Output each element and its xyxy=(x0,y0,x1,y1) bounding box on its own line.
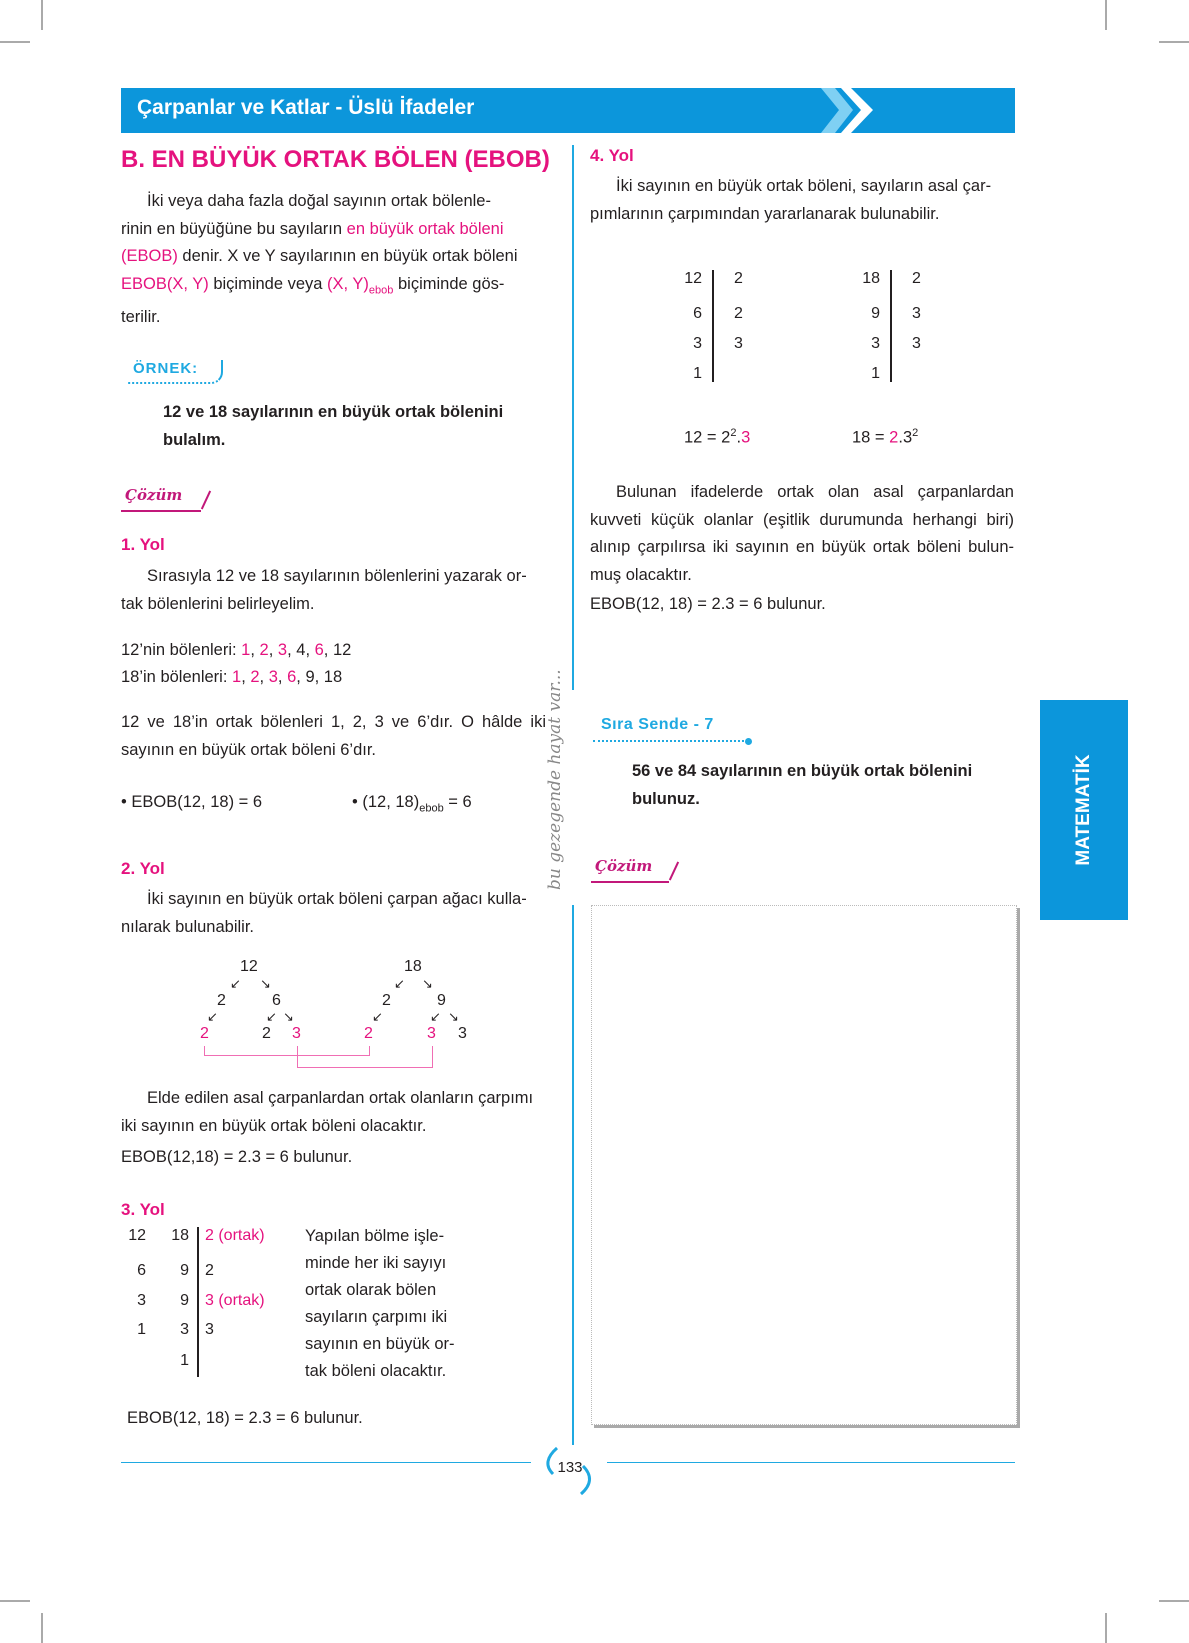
prime-table-18: 18 9 3 1 2 3 3 xyxy=(862,270,921,382)
chapter-title: Çarpanlar ve Katlar - Üslü İfadeler xyxy=(137,96,475,119)
column-divider xyxy=(572,905,574,1445)
method4-title: 4. Yol xyxy=(590,146,634,165)
method1-conclusion: 12 ve 18’in ortak bölenleri 1, 2, 3 ve 6’dır. O hâlde iki sayının en büyük ortak böleni 6’dır. xyxy=(121,713,546,759)
method2-text: İki sayının en büyük ortak böleni çarpan ağacı kulla- nılarak bulunabilir. xyxy=(121,890,527,936)
footer-line xyxy=(607,1462,1015,1463)
crop-mark xyxy=(1105,0,1107,30)
crop-mark xyxy=(1105,1613,1107,1643)
answer-box[interactable] xyxy=(591,905,1017,1425)
method1-title: 1. Yol xyxy=(121,535,165,554)
common-factor-connector xyxy=(297,1046,433,1068)
footer-line xyxy=(121,1462,531,1463)
divisors-18: 18’in bölenleri: 1, 2, 3, 6, 9, 18 xyxy=(121,668,343,686)
crop-mark xyxy=(1159,1600,1189,1602)
method3-result: EBOB(12, 18) = 2.3 = 6 bulunur. xyxy=(127,1409,363,1427)
crop-mark xyxy=(41,0,43,30)
intro-line: rinin en büyüğüne bu sayıların en büyük ortak böleni xyxy=(121,219,504,238)
prime-eq-18: $18 = 2.3^2$ xyxy=(852,427,919,447)
crop-mark xyxy=(1159,41,1189,43)
factor-tree-12: 12 ↙ ↘ 2 6 ↙ ↙ ↘ 2 2 3 xyxy=(200,958,301,1042)
page-number: 133 xyxy=(557,1459,583,1476)
exercise-label: Sıra Sende - 7 xyxy=(593,714,748,742)
subject-tab: MATEMATİK xyxy=(1040,700,1128,920)
side-slogan: bu gezegende hayat var... xyxy=(545,669,565,890)
example-label: ÖRNEK: xyxy=(128,360,223,384)
method2-title: 2. Yol xyxy=(121,859,165,878)
crop-mark xyxy=(0,1600,30,1602)
division-table: 12 18 2 (ortak) 6 9 2 3 9 3 (ortak) 1 3 3 1 xyxy=(121,1227,301,1387)
method1-text: Sırasıyla 12 ve 18 sayılarının bölenlerini yazarak or- tak bölenlerini belirleyelim. xyxy=(121,567,527,613)
method4-result: EBOB(12, 18) = 2.3 = 6 bulunur. xyxy=(590,595,826,613)
example-question: 12 ve 18 sayılarının en büyük ortak bölenini bulalım. xyxy=(163,403,504,449)
bullet-ebob-notation: • (12, $18)_{ebob} = 6$ xyxy=(352,793,472,815)
method3-title: 3. Yol xyxy=(121,1200,165,1219)
divisors-12: 12’nin bölenleri: 1, 2, 3, 4, 6, 12 xyxy=(121,641,352,659)
chapter-header xyxy=(121,88,1015,133)
intro-paragraph xyxy=(121,188,546,332)
exercise-question: 56 ve 84 sayılarının en büyük ortak bölenini bulunuz. xyxy=(632,762,973,808)
solution-label: Çözüm xyxy=(121,486,201,512)
factor-tree-18: 18 ↙ ↘ 2 9 ↙ ↙ ↘ 2 3 3 xyxy=(364,958,467,1042)
prime-table-12: 12 6 3 1 2 2 3 xyxy=(684,270,743,382)
bullet-ebob: • EBOB(12, 18) = 6 xyxy=(121,793,263,811)
method3-explanation: Yapılan bölme işle- minde her iki sayıyı ortak olarak bölen sayıların çarpımı iki sayının en büyük or- tak böleni olacaktır. xyxy=(305,1227,455,1380)
crop-mark xyxy=(0,41,30,43)
intro-line: terilir. xyxy=(121,308,161,327)
intro-line: (EBOB) denir. X ve Y sayılarının en büyük ortak böleni xyxy=(121,247,518,265)
intro-line: İki veya daha fazla doğal sayının ortak bölenle- xyxy=(147,192,491,210)
method2-result: Elde edilen asal çarpanlardan ortak olanların çarpımı iki sayının en büyük ortak böleni olacaktır. EBOB(12,18) = 2.3 = 6 bulunur. xyxy=(121,1089,534,1166)
column-divider xyxy=(572,145,574,690)
intro-line: EBOB(X, Y) biçiminde veya (X, $Y)_{ebob}$ biçiminde gös- xyxy=(121,274,505,296)
method4-text: İki sayının en büyük ortak böleni, sayıların asal çar- pımlarının çarpımından yararlanarak bulunabilir. xyxy=(590,177,992,223)
section-title: B. EN BÜYÜK ORTAK BÖLEN (EBOB) xyxy=(121,146,550,173)
prime-eq-12: $12 = 2^2.3$ xyxy=(684,427,751,447)
double-chevron-icon xyxy=(821,88,881,133)
method4-paragraph: Bulunan ifadelerde ortak olan asal çarpanlardan kuvveti küçük olanlar (eşitlik durumunda herhangi biri) alınıp çarpılırsa iki sayının en büyük ortak böleni bulun- muş olacaktır. xyxy=(590,483,1014,584)
exercise-solution-label: Çözüm xyxy=(591,857,669,883)
crop-mark xyxy=(41,1613,43,1643)
